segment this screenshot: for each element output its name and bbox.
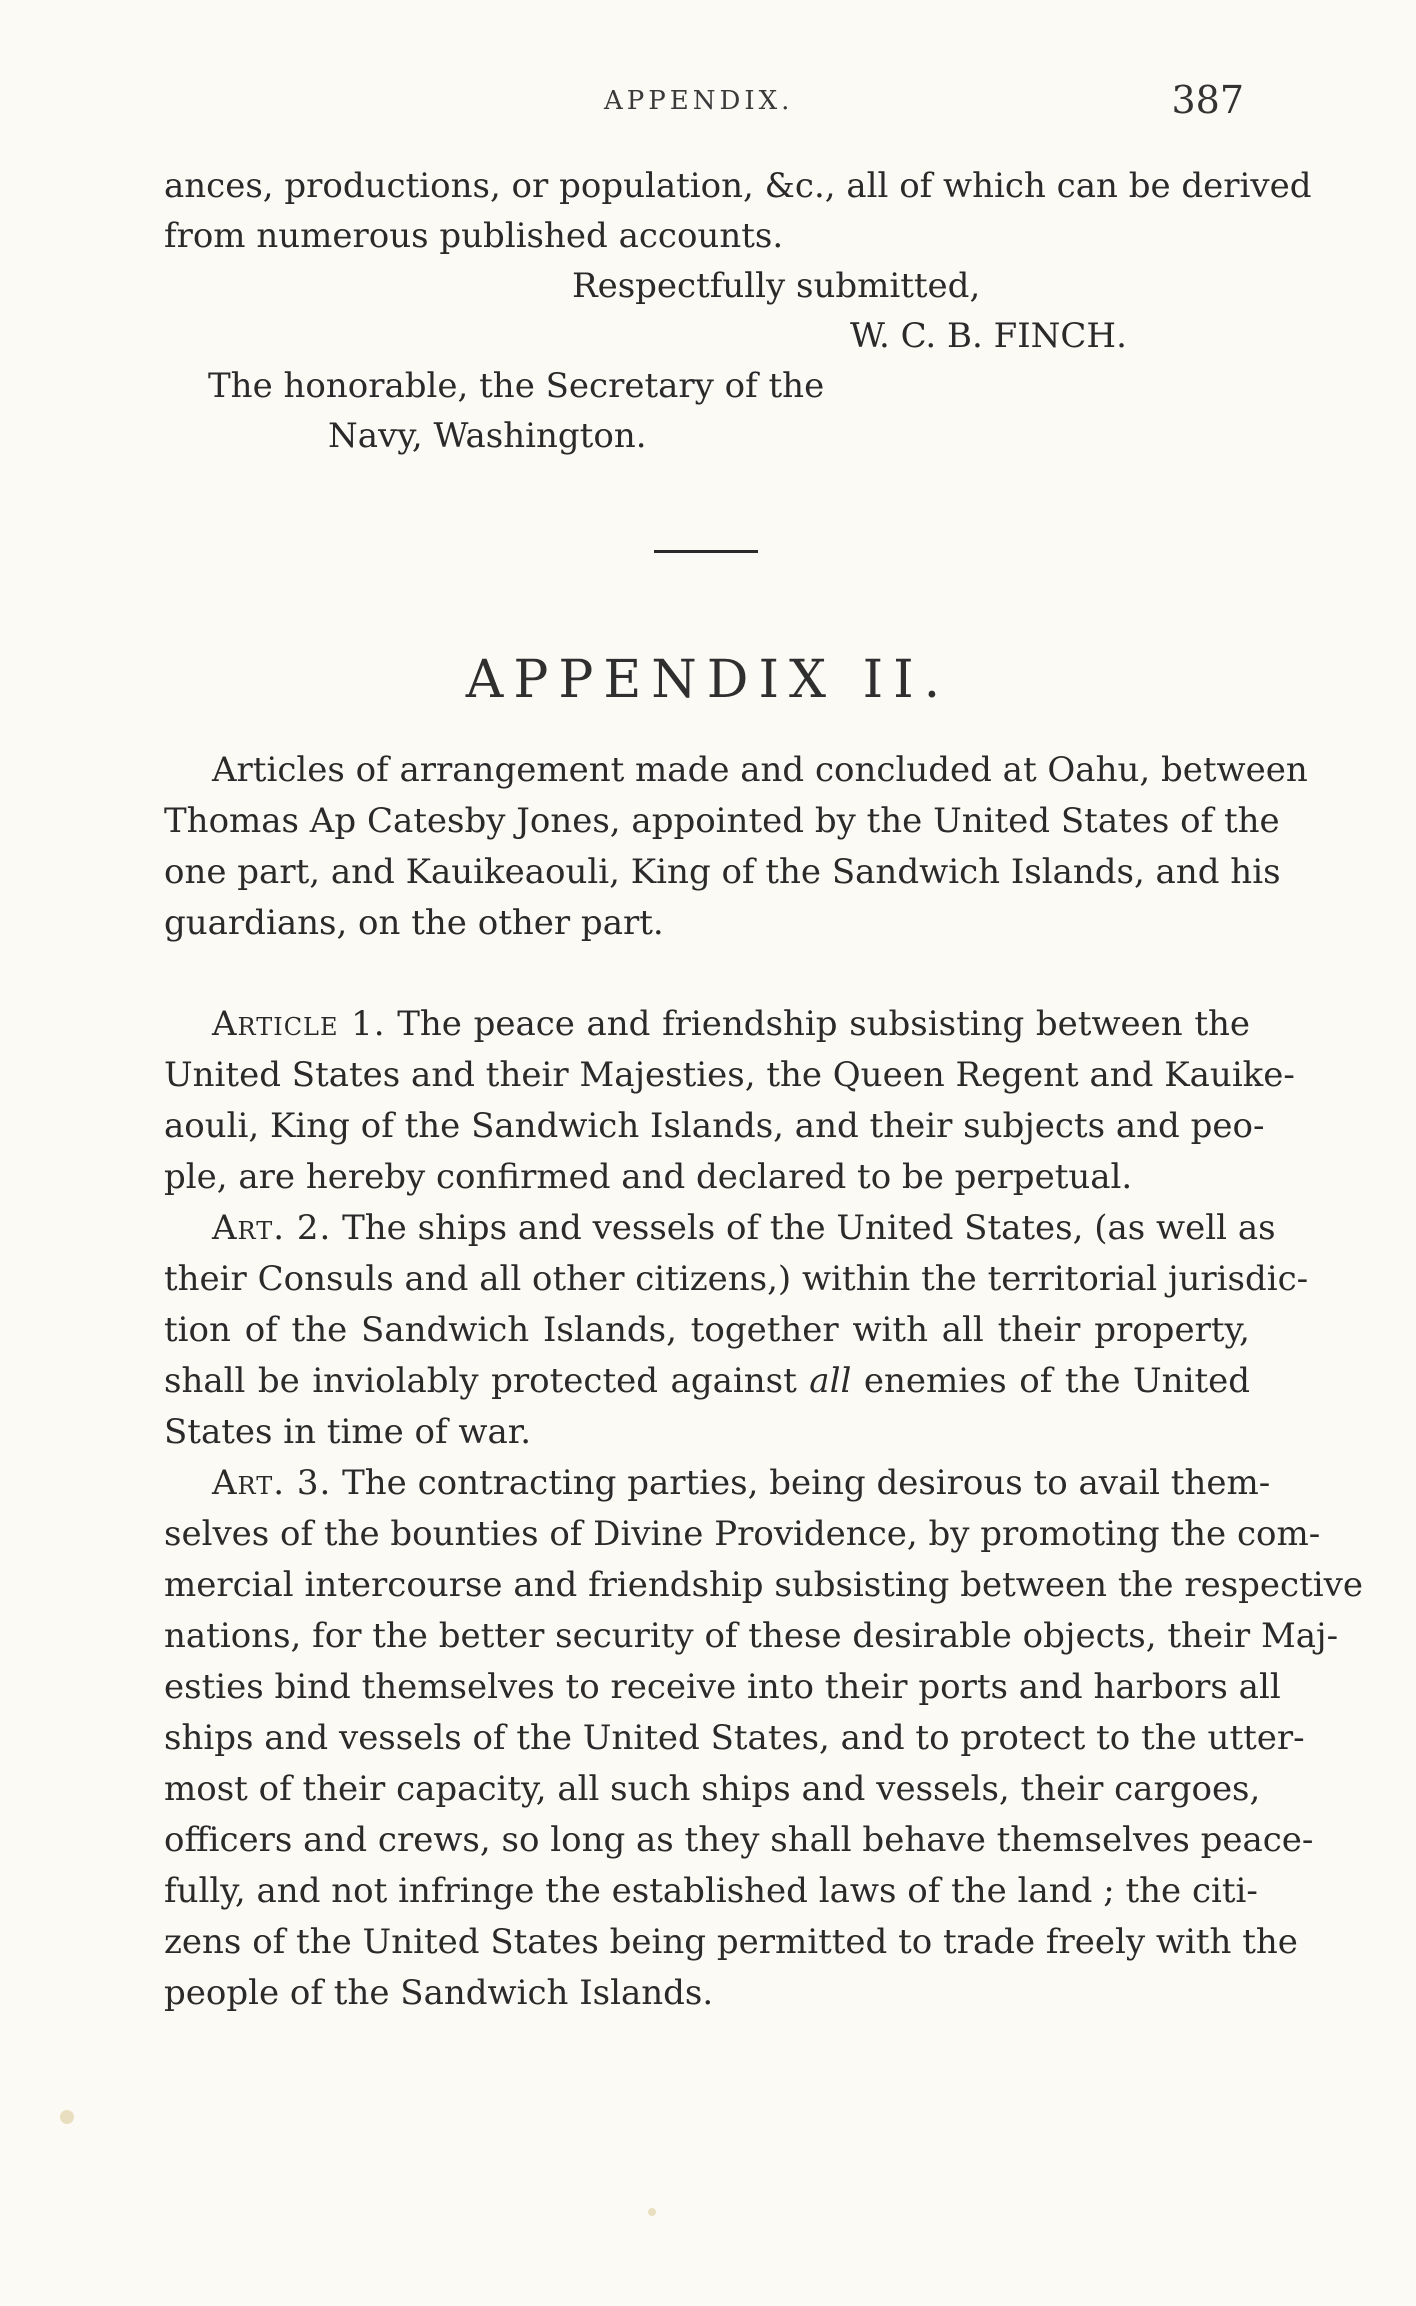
- article-3-line-5: esties bind themselves to receive into their ports and harbors all: [164, 1667, 1281, 1707]
- article-3-label: Art. 3.: [212, 1463, 332, 1503]
- intro-line-4: guardians, on the other part.: [164, 903, 664, 943]
- article-2-first-line: [212, 1204, 1276, 1252]
- article-2-line-3: tion of the Sandwich Islands, together with all their property,: [164, 1310, 1250, 1350]
- article-1-first-line: [212, 1000, 1250, 1048]
- article-1-line-2: United States and their Majesties, the Queen Regent and Kauike-: [164, 1055, 1295, 1095]
- paper-stain: [60, 2110, 74, 2124]
- closing-salutation: Respectfully submitted,: [572, 266, 981, 306]
- closing-signature: W. C. B. FINCH.: [850, 316, 1127, 356]
- article-2-label: Art. 2.: [212, 1208, 332, 1248]
- article-3-line-3: mercial intercourse and friendship subsisting between the respective: [164, 1565, 1363, 1605]
- article-2-first-text: The ships and vessels of the United States, (as well as: [342, 1208, 1276, 1248]
- article-2-line-4: [164, 1357, 1250, 1405]
- closing-line-1: ances, productions, or population, &c., all of which can be derived: [164, 166, 1312, 206]
- article-1-label: Article 1.: [212, 1004, 386, 1044]
- intro-line-1: Articles of arrangement made and concluded at Oahu, between: [212, 750, 1308, 790]
- article-3-line-11: people of the Sandwich Islands.: [164, 1973, 714, 2013]
- page-header: [164, 78, 1254, 132]
- appendix-title: APPENDIX II.: [465, 650, 951, 710]
- intro-line-3: one part, and Kauikeaouli, King of the Sandwich Islands, and his: [164, 852, 1281, 892]
- article-1-line-4: ple, are hereby confirmed and declared to be perpetual.: [164, 1157, 1133, 1197]
- article-3-line-7: most of their capacity, all such ships and vessels, their cargoes,: [164, 1769, 1261, 1809]
- article-2-line-2: their Consuls and all other citizens,) within the territorial jurisdic-: [164, 1259, 1309, 1299]
- intro-line-2: Thomas Ap Catesby Jones, appointed by the United States of the: [164, 801, 1280, 841]
- article-2-line-4-post: enemies of the United: [863, 1361, 1251, 1401]
- running-head: APPENDIX.: [604, 86, 794, 116]
- article-3-line-10: zens of the United States being permitted to trade freely with the: [164, 1922, 1298, 1962]
- article-3-first-line: [212, 1459, 1271, 1507]
- article-3-line-9: fully, and not infringe the established laws of the land ; the citi-: [164, 1871, 1258, 1911]
- article-2-line-5: States in time of war.: [164, 1412, 532, 1452]
- article-3-line-6: ships and vessels of the United States, and to protect to the utter-: [164, 1718, 1305, 1758]
- article-2-line-4-pre: shall be inviolably protected against: [164, 1361, 797, 1401]
- article-3-first-text: The contracting parties, being desirous to avail them-: [342, 1463, 1271, 1503]
- closing-addressee-1: The honorable, the Secretary of the: [208, 366, 825, 406]
- article-1-first-text: The peace and friendship subsisting between the: [397, 1004, 1251, 1044]
- article-2-emphasis: all: [809, 1361, 852, 1401]
- closing-line-2: from numerous published accounts.: [164, 216, 784, 256]
- closing-addressee-2: Navy, Washington.: [328, 416, 647, 456]
- article-3-line-8: officers and crews, so long as they shall behave themselves peace-: [164, 1820, 1314, 1860]
- article-3-line-2: selves of the bounties of Divine Providence, by promoting the com-: [164, 1514, 1321, 1554]
- section-divider: [654, 550, 758, 553]
- article-3-line-4: nations, for the better security of these desirable objects, their Maj-: [164, 1616, 1339, 1656]
- paper-stain: [648, 2208, 656, 2216]
- page-number: 387: [1171, 78, 1244, 122]
- article-1-line-3: aouli, King of the Sandwich Islands, and their subjects and peo-: [164, 1106, 1265, 1146]
